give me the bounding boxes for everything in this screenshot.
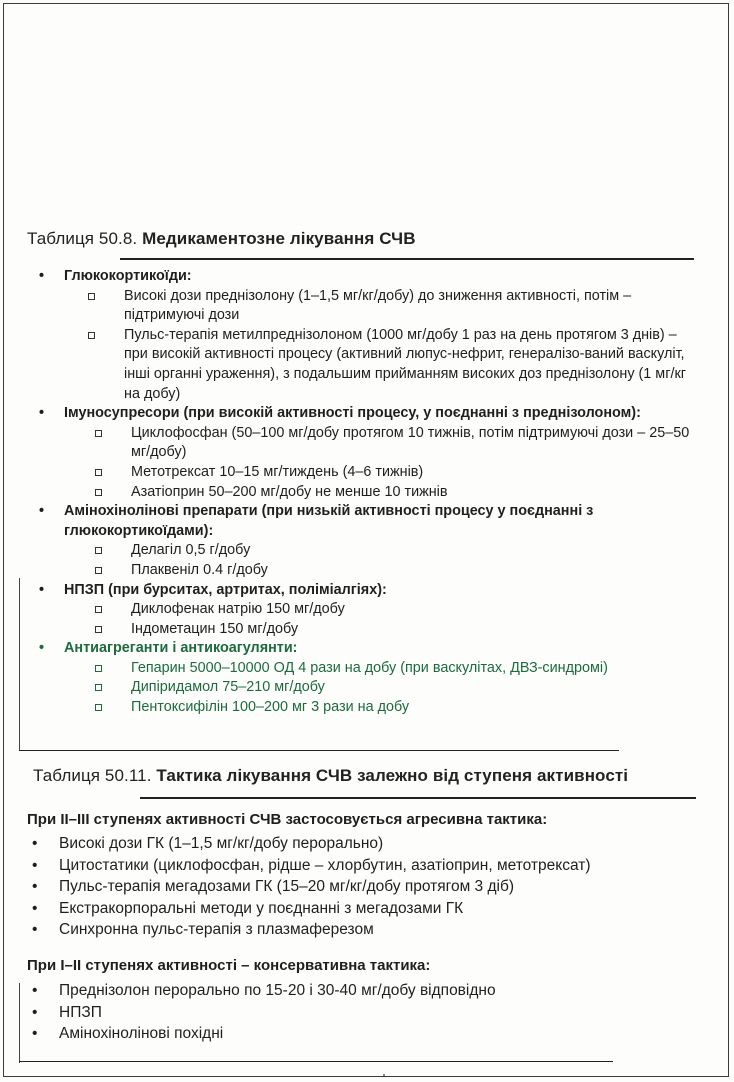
list-item: • Цитостатики (циклофосфан, рідше – хлорбутин, азатіоприн, метотрексат) xyxy=(32,856,591,874)
aggressive-tactic-list xyxy=(27,833,677,941)
list-item: • Високі дози ГК (1–1,5 мг/кг/добу перорально) xyxy=(32,835,384,852)
table-50-11-margin-bar xyxy=(19,983,20,1063)
list-item: • Преднізолон перорально по 15-20 і 30-40 мг/добу відповідно xyxy=(32,982,496,999)
group-aminoquinolines xyxy=(36,502,696,580)
list-item: Плаквеніл 0.4 г/добу xyxy=(36,561,696,581)
table-50-11-top-rule xyxy=(140,797,696,799)
checkbox-square-icon xyxy=(95,469,102,476)
list-item: • Синхронна пульс-терапія з плазмаферезом xyxy=(32,921,374,938)
table-50-11-name: Тактика лікування СЧВ залежно від ступеня активності xyxy=(156,766,629,785)
checkbox-square-icon xyxy=(95,684,102,691)
list-item: Пентоксифілін 100–200 мг 3 рази на добу xyxy=(36,698,696,718)
list-item: • Амінохінолінові похідні xyxy=(32,1025,224,1042)
conservative-tactic-list xyxy=(27,980,677,1045)
aggressive-tactic-section xyxy=(27,811,677,941)
table-50-8-bottom-rule xyxy=(19,750,619,751)
table-50-8-list xyxy=(36,267,696,718)
checkbox-square-icon xyxy=(95,665,102,672)
list-item: Диклофенак натрію 150 мг/добу xyxy=(36,600,696,620)
checkbox-square-icon xyxy=(88,332,95,339)
group-title: • Амінохінолінові препарати (при низькій активності процесу у поєднанні з глюкокортикоїдами): xyxy=(39,503,594,539)
table-50-11-bottom-rule xyxy=(19,1061,613,1062)
table-50-8-top-rule xyxy=(120,258,694,260)
group-nsaids xyxy=(36,581,696,640)
list-item: Пульс-терапія метилпреднізолоном (1000 мг/добу 1 раз на день протягом 3 днів) – при високій активності процесу (активний люпус-нефрит, генералізо-ваний васкуліт, інші органні ураження), з подальшим прийманням високих доз преднізолону (1 мг/кг на добу) xyxy=(36,326,696,404)
list-item: Гепарин 5000–10000 ОД 4 рази на добу (при васкулітах, ДВЗ-синдромі) xyxy=(36,659,696,679)
table-50-8-name: Медикаментозне лікування СЧВ xyxy=(142,229,416,248)
checkbox-square-icon xyxy=(95,606,102,613)
group-title: • Глюкокортикоїди: xyxy=(39,268,192,284)
list-item: • НПЗП xyxy=(32,1003,102,1021)
list-item: • Пульс-терапія мегадозами ГК (15–20 мг/кг/добу протягом 3 діб) xyxy=(32,878,515,895)
checkbox-square-icon xyxy=(95,704,102,711)
group-title: • Антиагреганти і антикоагулянти: xyxy=(39,640,298,657)
list-item: Індометацин 150 мг/добу xyxy=(36,620,696,640)
checkbox-square-icon xyxy=(95,547,102,554)
checkbox-square-icon xyxy=(95,626,102,633)
section-heading: При І–ІІ ступенях активності – консервативна тактика: xyxy=(27,957,431,974)
group-title: • НПЗП (при бурситах, артритах, поліміалгіях): xyxy=(39,581,387,598)
section-heading: При ІІ–ІІІ ступенях активності СЧВ застосовується агресивна тактика: xyxy=(27,811,548,828)
table-50-8-title xyxy=(27,229,416,249)
group-title: • Імуносупресори (при високій активності процесу, у поєднанні з преднізолоном): xyxy=(39,405,641,422)
list-item: Делагіл 0,5 г/добу xyxy=(36,541,696,561)
table-50-8-number: Таблиця 50.8. xyxy=(27,229,138,248)
list-item: Високі дози преднізолону (1–1,5 мг/кг/добу) до зниження активності, потім – підтримуючі дози xyxy=(36,287,696,326)
page-mark xyxy=(383,1074,385,1076)
conservative-tactic-section xyxy=(27,957,677,1045)
group-glucocorticoids xyxy=(36,267,696,404)
checkbox-square-icon xyxy=(95,489,102,496)
table-50-11-number: Таблиця 50.11. xyxy=(33,766,152,785)
list-item: Циклофосфан (50–100 мг/добу протягом 10 тижнів, потім підтримуючі дози – 25–50 мг/добу) xyxy=(36,424,696,463)
checkbox-square-icon xyxy=(88,293,95,300)
group-immunosuppressants xyxy=(36,404,696,502)
table-50-11-title xyxy=(33,766,628,786)
list-item: Азатіоприн 50–200 мг/добу не менше 10 тижнів xyxy=(36,483,696,503)
list-item: • Екстракорпоральні методи у поєднанні з мегадозами ГК xyxy=(32,899,464,917)
checkbox-square-icon xyxy=(95,430,102,437)
group-antiplatelets-anticoagulants xyxy=(36,639,696,717)
list-item: Дипіридамол 75–210 мг/добу xyxy=(36,678,696,698)
checkbox-square-icon xyxy=(95,567,102,574)
table-50-8-margin-bar xyxy=(19,578,20,750)
list-item: Метотрексат 10–15 мг/тиждень (4–6 тижнів) xyxy=(36,463,696,483)
